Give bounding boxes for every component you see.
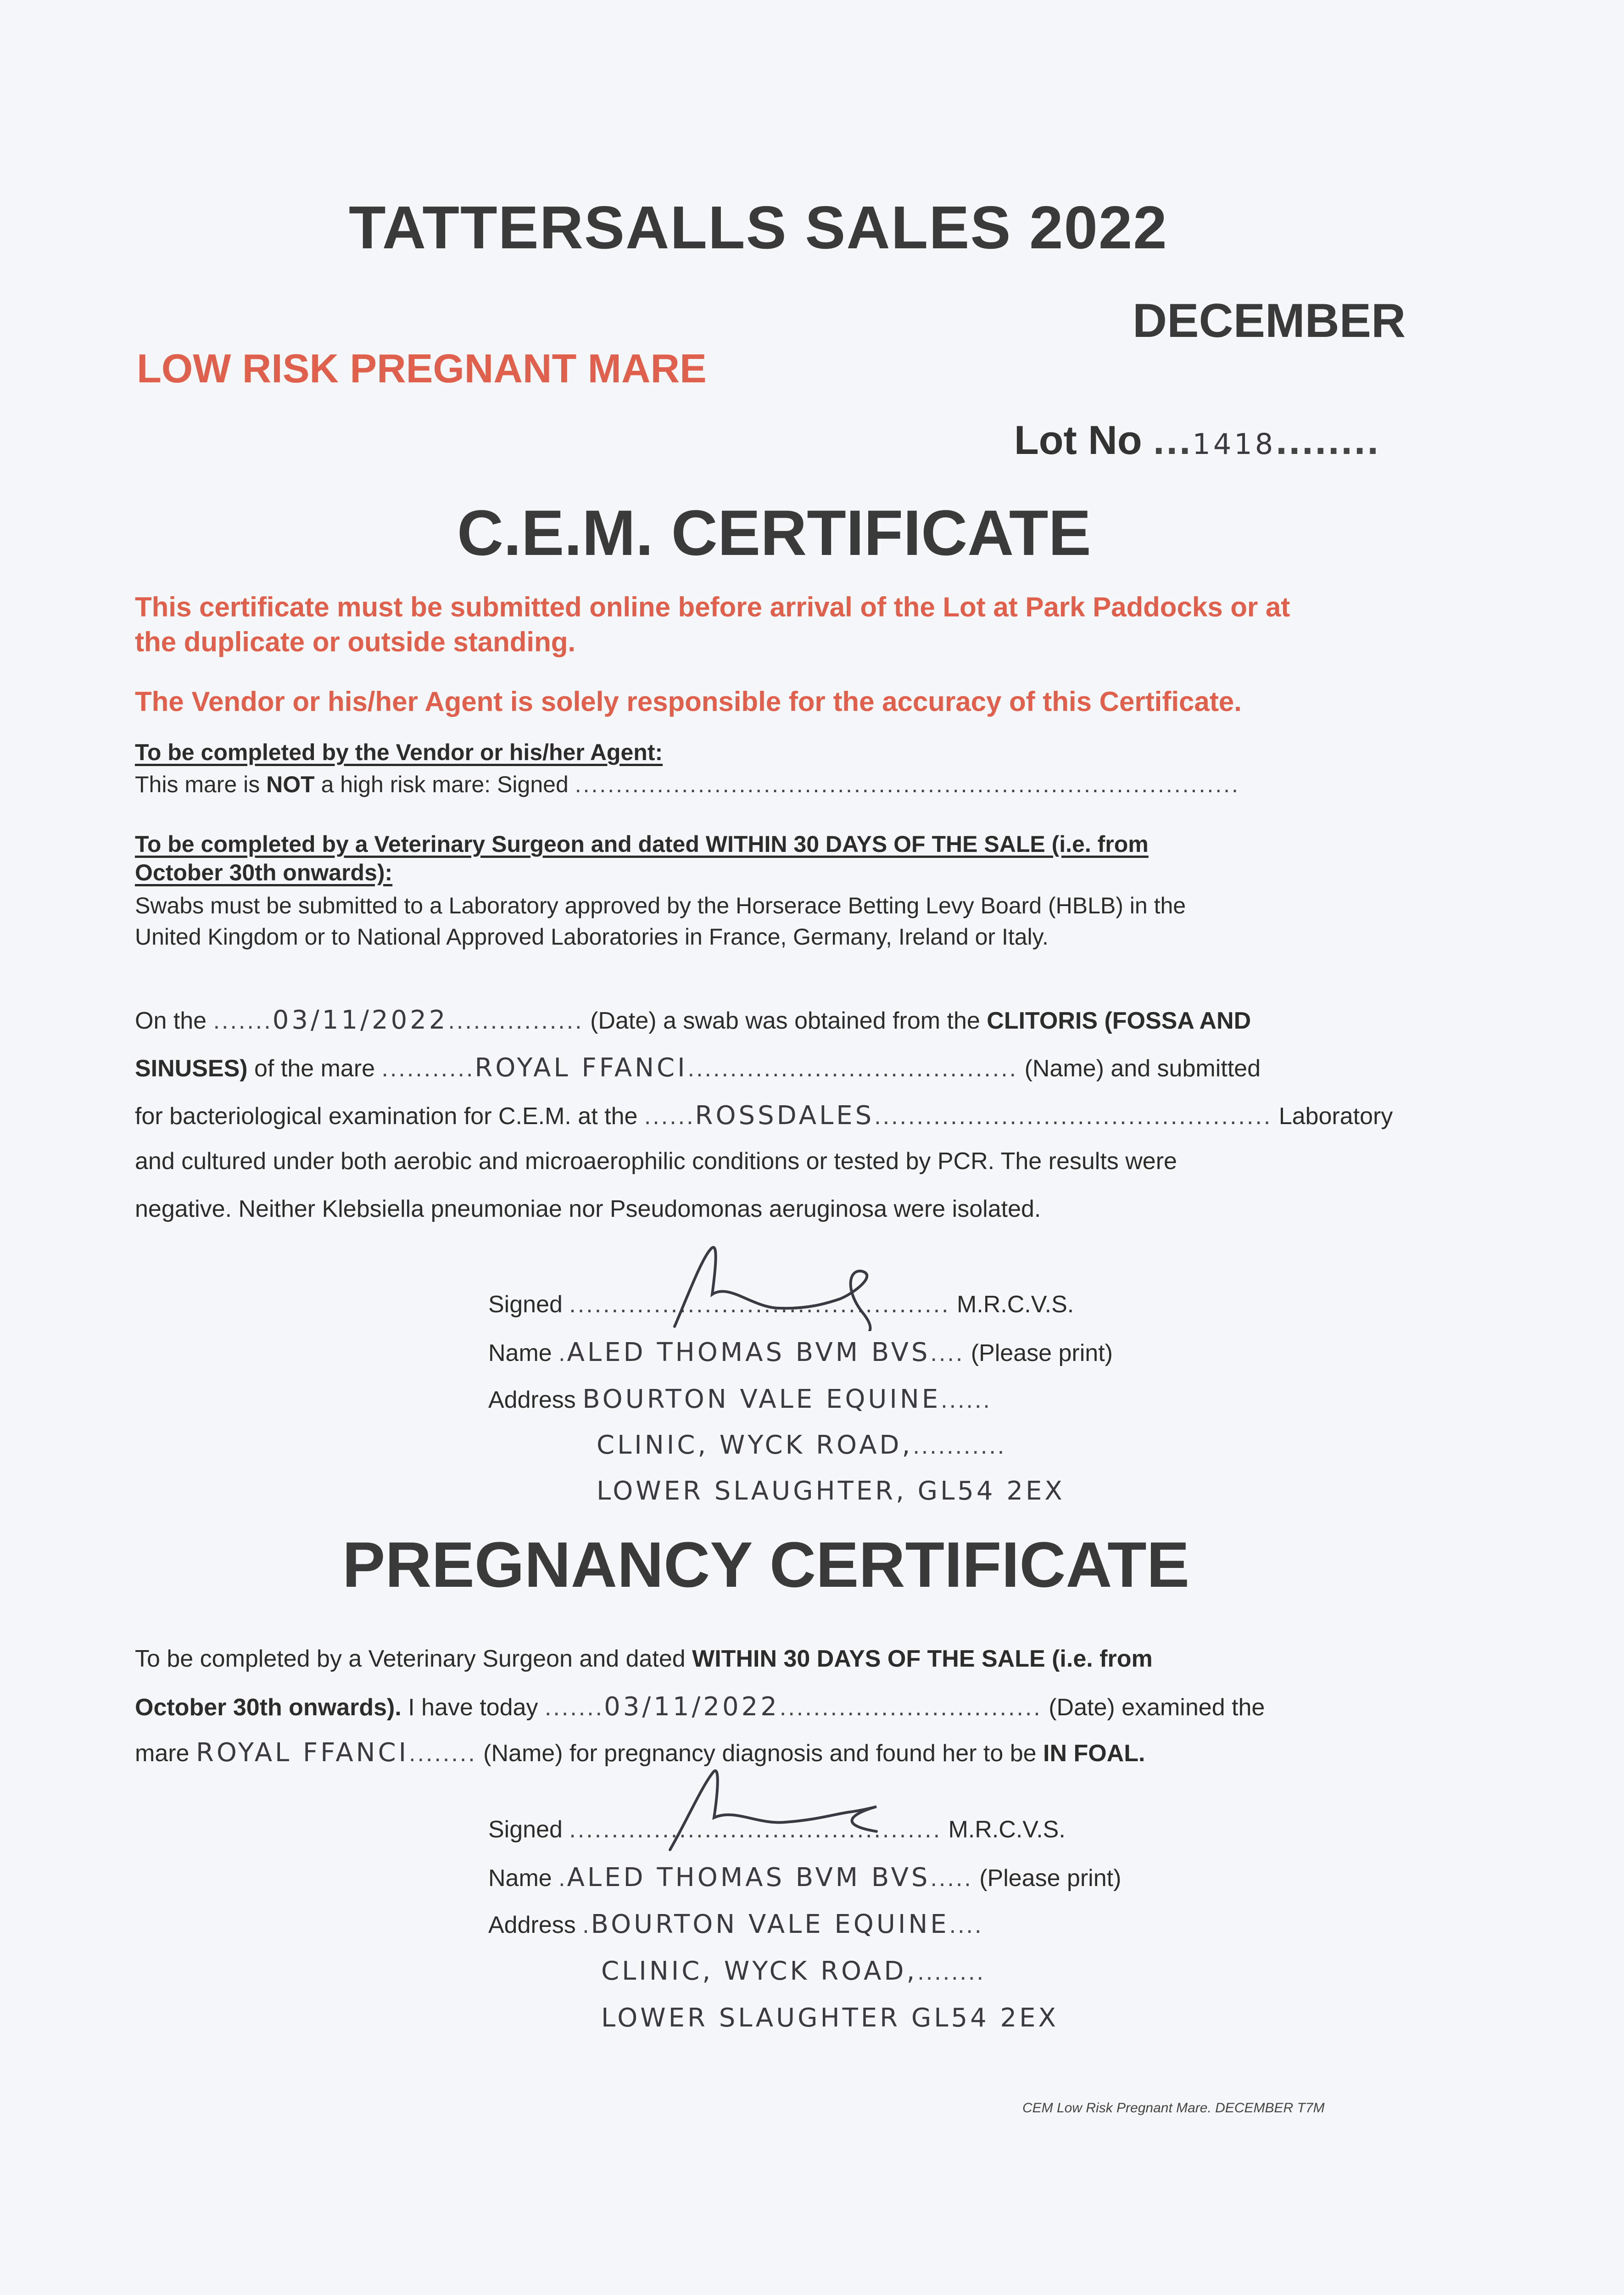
clitoris-label: CLITORIS (FOSSA AND	[987, 1008, 1251, 1034]
cem-signature	[661, 1239, 899, 1331]
mare-category: LOW RISK PREGNANT MARE	[137, 346, 707, 391]
submission-notice-line1: This certificate must be submitted online before arrival of the Lot at Park Paddocks or at	[135, 592, 1290, 622]
preg-mare-label: mare	[135, 1740, 190, 1767]
preg-line2-text: I have today	[401, 1694, 538, 1721]
cem-mare-name: ROYAL FFANCI	[474, 1053, 688, 1083]
pregnancy-line3: mare ROYAL FFANCI........ (Name) for pregnancy diagnosis and found her to be IN FOAL.	[135, 1738, 1145, 1768]
cem-name-line: Name .ALED THOMAS BVM BVS.... (Please print)	[488, 1338, 1113, 1367]
cem-name-label: Name	[488, 1340, 552, 1366]
swab-date-value: 03/11/2022	[272, 1005, 448, 1035]
lot-number: Lot No ...1418........	[1014, 417, 1380, 463]
bacterio-label: for bacteriological examination for C.E.M. at the	[135, 1103, 638, 1130]
cem-address-2: CLINIC, WYCK ROAD,	[597, 1430, 913, 1460]
pregnancy-line1	[135, 1645, 1153, 1673]
preg-please-print: (Please print)	[979, 1865, 1122, 1892]
cem-please-print: (Please print)	[971, 1340, 1113, 1366]
preg-address-1: BOURTON VALE EQUINE	[591, 1909, 949, 1939]
form-code: CEM Low Risk Pregnant Mare. DECEMBER T7M	[1022, 2100, 1325, 2116]
cem-address-line3	[597, 1476, 1065, 1506]
preg-mrcvs: M.R.C.V.S.	[948, 1816, 1066, 1843]
preg-date-value: 03/11/2022	[604, 1692, 780, 1722]
cem-address-line2: CLINIC, WYCK ROAD,...........	[597, 1430, 1006, 1460]
cem-mrcvs: M.R.C.V.S.	[956, 1291, 1074, 1318]
responsibility-notice: The Vendor or his/her Agent is solely responsible for the accuracy of this Certificate.	[135, 686, 1242, 717]
swabs-text-line1: Swabs must be submitted to a Laboratory approved by the Horserace Betting Levy Board (HBLB) in the	[135, 893, 1186, 918]
cem-address-line1: Address BOURTON VALE EQUINE......	[488, 1384, 992, 1414]
sale-title: TATTERSALLS SALES 2022	[349, 194, 1168, 261]
vendor-signed-label: a high risk mare: Signed	[314, 772, 569, 797]
swab-lab-line: for bacteriological examination for C.E.M. at the ......ROSSDALES............................................... Laboratory	[135, 1101, 1393, 1131]
vendor-not: NOT	[266, 772, 315, 797]
vendor-heading: To be completed by the Vendor or his/her Agent:	[135, 739, 663, 765]
cem-signed-line: Signed ............................................. M.R.C.V.S.	[488, 1291, 1074, 1318]
date-suffix: (Date) a swab was obtained from the	[590, 1008, 987, 1034]
laboratory-label: Laboratory	[1278, 1103, 1393, 1130]
preg-mare-name: ROYAL FFANCI	[195, 1738, 409, 1768]
submission-notice-line2: the duplicate or outside standing.	[135, 627, 576, 657]
pregnancy-title: PREGNANCY CERTIFICATE	[342, 1528, 1190, 1601]
preg-name-line: Name .ALED THOMAS BVM BVS..... (Please print)	[488, 1863, 1122, 1892]
vendor-text: This mare is	[135, 772, 267, 797]
preg-line1-bold: WITHIN 30 DAYS OF THE SALE (i.e. from	[692, 1646, 1153, 1672]
swab-mare-line: SINUSES) of the mare ...........ROYAL FFANCI....................................... (Name) and submitted	[135, 1053, 1261, 1083]
preg-address-line2: CLINIC, WYCK ROAD,........	[601, 1956, 985, 1986]
lot-label: Lot No	[1014, 417, 1142, 463]
preg-address-label: Address	[488, 1912, 576, 1938]
pregnancy-signature	[661, 1763, 899, 1854]
name-submitted-label: (Name) and submitted	[1024, 1055, 1261, 1082]
cem-address-1: BOURTON VALE EQUINE	[582, 1384, 941, 1414]
preg-signed-line: Signed ............................................ M.R.C.V.S.	[488, 1816, 1066, 1843]
preg-line2-bold: October 30th onwards).	[135, 1694, 402, 1721]
pregnancy-line2: October 30th onwards). I have today .......03/11/2022............................... (Date) examined the	[135, 1692, 1265, 1722]
preg-address-line1: Address .BOURTON VALE EQUINE....	[488, 1909, 983, 1939]
preg-address-2: CLINIC, WYCK ROAD,	[601, 1956, 918, 1986]
swabs-text-line2: United Kingdom or to National Approved Laboratories in France, Germany, Ireland or Italy.	[135, 924, 1049, 950]
cem-address-3: LOWER SLAUGHTER, GL54 2EX	[597, 1476, 1065, 1506]
cultured-line: and cultured under both aerobic and microaerophilic conditions or tested by PCR. The results were	[135, 1148, 1177, 1175]
preg-address-3: LOWER SLAUGHTER GL54 2EX	[601, 2003, 1059, 2033]
negative-line: negative. Neither Klebsiella pneumoniae nor Pseudomonas aeruginosa were isolated.	[135, 1196, 1041, 1222]
cem-vet-name: ALED THOMAS BVM BVS	[567, 1338, 931, 1367]
vendor-declaration: This mare is NOT a high risk mare: Signed .................................................................................	[135, 772, 1240, 797]
preg-line1-text: To be completed by a Veterinary Surgeon and dated	[135, 1646, 692, 1672]
preg-signed-label: Signed	[488, 1816, 563, 1843]
preg-address-line3	[601, 2003, 1059, 2033]
of-the-mare-label: of the mare	[247, 1055, 375, 1082]
preg-name-label: Name	[488, 1865, 552, 1892]
cem-signed-label: Signed	[488, 1291, 563, 1318]
laboratory-value: ROSSDALES	[695, 1101, 875, 1131]
in-foal-label: IN FOAL.	[1043, 1740, 1145, 1767]
cem-address-label: Address	[488, 1387, 576, 1413]
on-the-label: On the	[135, 1008, 207, 1034]
preg-vet-name: ALED THOMAS BVM BVS	[567, 1863, 931, 1892]
sinuses-label: SINUSES)	[135, 1055, 248, 1082]
preg-line3-text: (Name) for pregnancy diagnosis and found her to be	[483, 1740, 1044, 1767]
vet-heading-line1: To be completed by a Veterinary Surgeon and dated WITHIN 30 DAYS OF THE SALE (i.e. from	[135, 831, 1149, 857]
vet-heading-line2: October 30th onwards):	[135, 860, 393, 885]
sale-month: DECEMBER	[1133, 294, 1406, 347]
cem-title: C.E.M. CERTIFICATE	[457, 497, 1091, 569]
preg-line2-suffix: (Date) examined the	[1049, 1694, 1265, 1721]
lot-value: 1418	[1192, 427, 1276, 461]
swab-date-line: On the .......03/11/2022................ (Date) a swab was obtained from the CLITORIS (FOSSA AND	[135, 1005, 1251, 1035]
